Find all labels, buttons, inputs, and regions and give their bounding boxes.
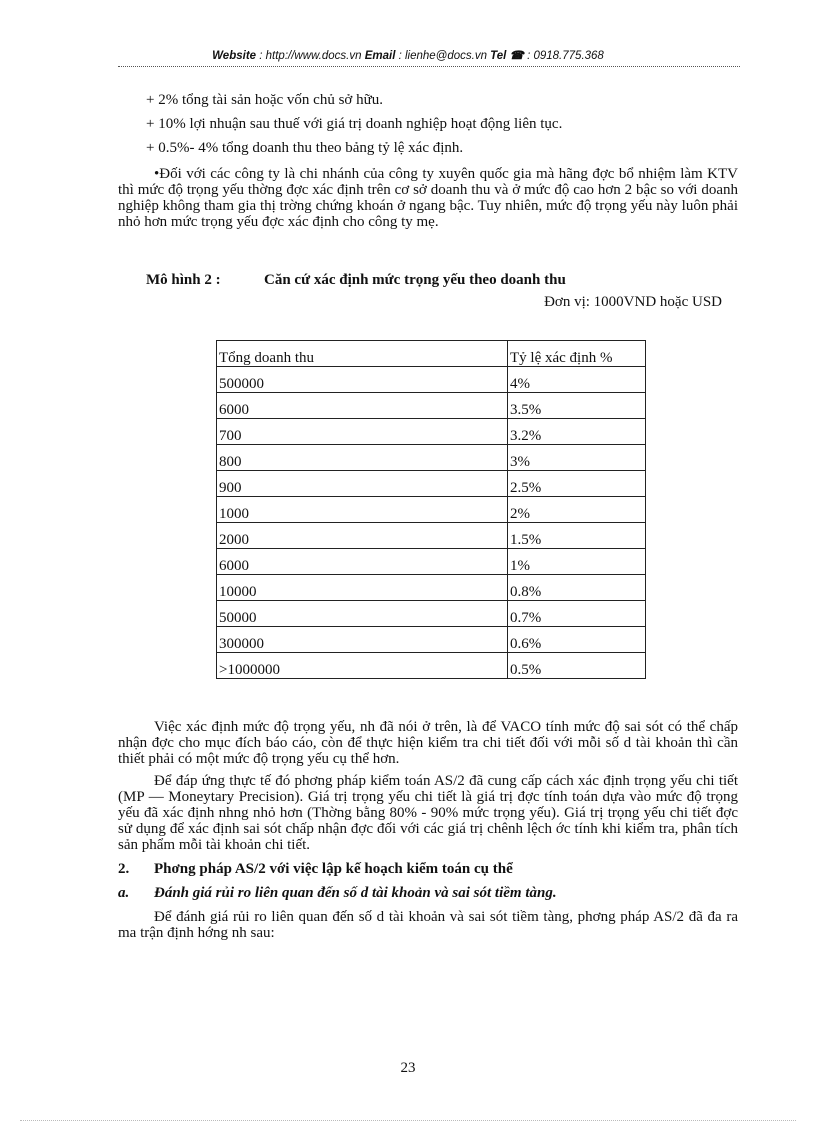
rate-cell: 3.5% — [508, 393, 646, 419]
rate-cell: 0.8% — [508, 575, 646, 601]
revenue-cell: 6000 — [217, 393, 508, 419]
table-row — [217, 497, 646, 523]
table-header-row — [217, 341, 646, 367]
model-title — [146, 272, 738, 288]
column-header-revenue: Tổng doanh thu — [217, 341, 508, 367]
column-header-rate: Tỷ lệ xác định % — [508, 341, 646, 367]
email-value: : lienhe@docs.vn — [395, 50, 491, 62]
rate-cell: 1% — [508, 549, 646, 575]
website-label: Website — [212, 50, 257, 62]
email-label: Email — [364, 50, 396, 62]
subsection-title: Đánh giá rủi ro liên quan đến số d tài khoản và sai sót tiềm tàng. — [154, 885, 557, 901]
unit-note: Đơn vị: 1000VND hoặc USD — [544, 294, 722, 310]
table-row — [217, 419, 646, 445]
table-row — [217, 445, 646, 471]
paragraph-risk-matrix-intro: Để đánh giá rủi ro liên quan đến số d tài khoản và sai sót tiềm tàng, phơng pháp AS/2 đã đa ra ma trận định hớng nh sau: — [118, 909, 738, 941]
table-row — [217, 367, 646, 393]
model-label: Mô hình 2 : — [146, 272, 221, 288]
revenue-cell: 900 — [217, 471, 508, 497]
table-row — [217, 549, 646, 575]
revenue-cell: 2000 — [217, 523, 508, 549]
rate-cell: 0.7% — [508, 601, 646, 627]
table-row — [217, 627, 646, 653]
rate-cell: 4% — [508, 367, 646, 393]
page-number: 23 — [400, 1060, 416, 1076]
tel-label: Tel ☎ — [490, 50, 524, 62]
section-number: 2. — [118, 861, 130, 877]
revenue-cell: 500000 — [217, 367, 508, 393]
table-row — [217, 523, 646, 549]
revenue-cell: 1000 — [217, 497, 508, 523]
tel-value: : 0918.775.368 — [523, 50, 604, 62]
website-value: : http://www.docs.vn — [256, 50, 365, 62]
page-content — [118, 92, 738, 941]
bullet-item: + 0.5%- 4% tổng doanh thu theo bảng tỷ lệ xác định. — [146, 140, 464, 156]
revenue-cell: 700 — [217, 419, 508, 445]
materiality-table — [216, 340, 646, 679]
subsection-number: a. — [118, 885, 130, 901]
rate-cell: 2% — [508, 497, 646, 523]
paragraph-monetary-precision: Để đáp ứng thực tế đó phơng pháp kiểm toán AS/2 đã cung cấp cách xác định trọng yếu chi tiết (MP — Moneytary Precision). Giá trị trọng yếu chi tiết là giá trị đợc tính toán dựa vào mức độ trọng yếu đã xác định nhng nhỏ hơn (Thờng bằng 80% - 90% mức trọng yếu). Giá trị trọng yếu chi tiết đợc sử dụng để xác định sai sót chấp nhận đợc đối với các giá trị chênh lệch ớc tính khi kiểm tra, phân tích sản phẩm mỗi tài khoản chi tiết. — [118, 773, 738, 853]
rate-cell: 0.5% — [508, 653, 646, 679]
revenue-cell: 6000 — [217, 549, 508, 575]
table-row — [217, 471, 646, 497]
section-title: Phơng pháp AS/2 với việc lập kế hoạch kiểm toán cụ thể — [154, 861, 513, 877]
rate-cell: 3.2% — [508, 419, 646, 445]
section-heading — [118, 861, 738, 877]
rate-cell: 1.5% — [508, 523, 646, 549]
rate-cell: 2.5% — [508, 471, 646, 497]
page-header — [0, 48, 816, 62]
rate-cell: 0.6% — [508, 627, 646, 653]
paragraph-materiality-purpose: Việc xác định mức độ trọng yếu, nh đã nói ở trên, là để VACO tính mức độ sai sót có thể chấp nhận đợc cho mục đích báo cáo, còn để thực hiện kiểm tra chi tiết đối với mỗi số d tài khoản thì cần thiết phải có một mức độ trọng yếu cụ thể hơn. — [118, 719, 738, 767]
table-row — [217, 393, 646, 419]
revenue-cell: 800 — [217, 445, 508, 471]
model-heading: Căn cứ xác định mức trọng yếu theo doanh thu — [264, 272, 566, 288]
revenue-cell: 50000 — [217, 601, 508, 627]
header-divider — [118, 66, 740, 67]
table-row — [217, 653, 646, 679]
subsection-heading — [118, 885, 738, 901]
paragraph-branch-companies: •Đối với các công ty là chi nhánh của công ty xuyên quốc gia mà hãng đợc bổ nhiệm làm KTV thì mức độ trọng yếu thờng đợc xác định trên cơ sở doanh thu và ở mức độ cao hơn 2 bậc so với doanh nghiệp không tham gia thị trờng chứng khoán ở ngang bậc. Tuy nhiên, mức độ trọng yếu này luôn phải nhỏ hơn mức trọng yếu đợc xác định cho công ty mẹ. — [118, 166, 738, 230]
revenue-cell: >1000000 — [217, 653, 508, 679]
rate-cell: 3% — [508, 445, 646, 471]
bullet-item: + 2% tổng tài sản hoặc vốn chủ sở hữu. — [146, 92, 383, 108]
table-row — [217, 575, 646, 601]
revenue-cell: 300000 — [217, 627, 508, 653]
bullet-item: + 10% lợi nhuận sau thuế với giá trị doanh nghiệp hoạt động liên tục. — [146, 116, 563, 132]
revenue-cell: 10000 — [217, 575, 508, 601]
footer-divider — [20, 1120, 796, 1121]
table-row — [217, 601, 646, 627]
